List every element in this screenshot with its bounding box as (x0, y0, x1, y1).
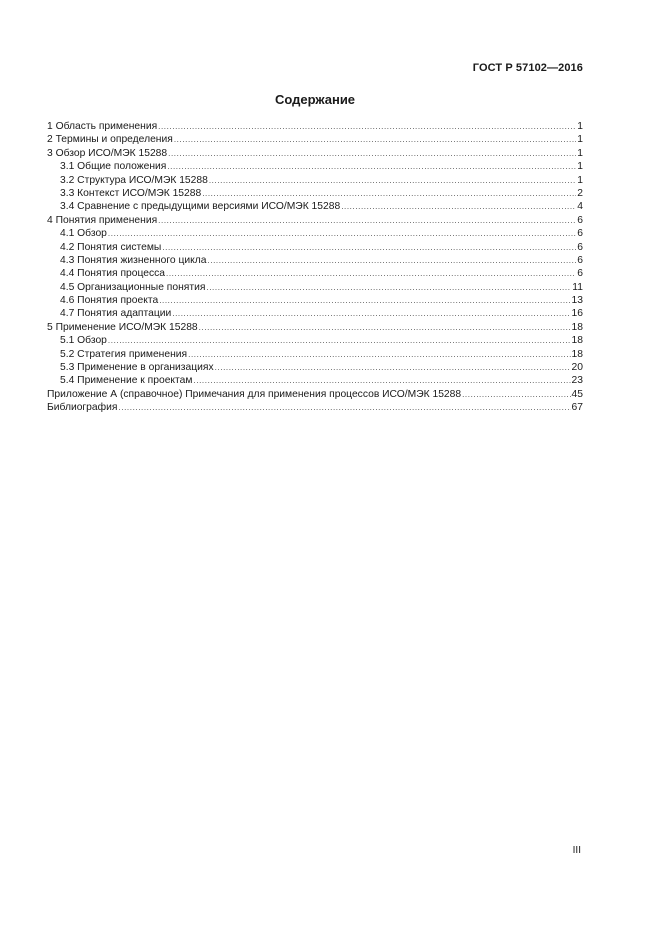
toc-leader-dots (209, 174, 576, 187)
toc-entry-label: 3.2 Структура ИСО/МЭК 15288 (60, 174, 208, 186)
toc-entry-page: 20 (571, 362, 583, 374)
toc-entry[interactable] (47, 307, 583, 320)
toc-leader-dots (168, 147, 576, 160)
toc-entry-label: 5.2 Стратегия применения (60, 348, 188, 360)
toc-entry[interactable] (47, 214, 583, 227)
toc-entry-label: 3.4 Сравнение с предыдущими версиями ИСО/МЭК 15288 (60, 201, 341, 213)
toc-entry-page: 16 (571, 308, 583, 320)
toc-entry-label: 5.3 Применение в организациях (60, 362, 214, 374)
toc-leader-dots (108, 334, 571, 347)
toc-entry-page: 1 (577, 161, 583, 173)
toc-entry-page: 6 (577, 241, 583, 253)
toc-entry[interactable] (47, 147, 583, 160)
toc-entry-label: 2 Термины и определения (47, 134, 173, 146)
toc-entry-label: Библиография (47, 402, 118, 414)
toc-entry-label: 5.4 Применение к проектам (60, 375, 193, 387)
toc-entry[interactable] (47, 254, 583, 267)
toc-entry-label: 4.7 Понятия адаптации (60, 308, 172, 320)
toc-entry-page: 6 (577, 268, 583, 280)
toc-entry[interactable] (47, 133, 583, 146)
toc-entry[interactable] (47, 241, 583, 254)
toc-entry-page: 67 (571, 402, 583, 414)
toc-entry-page: 4 (577, 201, 583, 213)
toc-entry-page: 2 (577, 187, 583, 199)
toc-leader-dots (159, 294, 570, 307)
toc-entry-label: 3 Обзор ИСО/МЭК 15288 (47, 147, 168, 159)
toc-entry[interactable] (47, 374, 583, 387)
toc-leader-dots (193, 374, 570, 387)
toc-entry-label: 4.2 Понятия системы (60, 241, 162, 253)
toc-entry-label: 4.4 Понятия процесса (60, 268, 166, 280)
toc-leader-dots (202, 187, 576, 200)
toc-leader-dots (118, 401, 570, 414)
toc-entry[interactable] (47, 200, 583, 213)
toc-entry-label: 1 Область применения (47, 121, 158, 132)
toc-leader-dots (215, 361, 571, 374)
toc-entry-label: Приложение А (справочное) Примечания для применения процессов ИСО/МЭК 15288 (47, 388, 462, 400)
toc-leader-dots (174, 133, 576, 146)
toc-entry-label: 4.6 Понятия проекта (60, 295, 159, 307)
toc-leader-dots (158, 214, 576, 227)
toc-leader-dots (172, 307, 570, 320)
toc-entry-page: 1 (577, 121, 583, 132)
toc-entry-label: 4.3 Понятия жизненного цикла (60, 254, 207, 266)
toc-entry-label: 4 Понятия применения (47, 214, 158, 226)
toc-leader-dots (167, 160, 576, 173)
toc-leader-dots (158, 120, 576, 133)
toc-entry-page: 1 (577, 174, 583, 186)
toc-entry[interactable] (47, 281, 583, 294)
toc-entry-page: 18 (571, 335, 583, 347)
toc-entry-page: 6 (577, 214, 583, 226)
toc-leader-dots (166, 267, 576, 280)
toc-entry-page: 1 (577, 147, 583, 159)
toc-entry[interactable] (47, 401, 583, 414)
toc-leader-dots (206, 281, 571, 294)
toc-entry[interactable] (47, 227, 583, 240)
toc-entry-page: 23 (571, 375, 583, 387)
toc-entry[interactable] (47, 388, 583, 401)
table-of-contents (47, 120, 583, 415)
toc-entry-page: 1 (577, 134, 583, 146)
toc-entry-page: 18 (571, 348, 583, 360)
toc-entry[interactable] (47, 334, 583, 347)
toc-entry[interactable] (47, 294, 583, 307)
toc-leader-dots (108, 227, 576, 240)
document-code: ГОСТ Р 57102—2016 (472, 62, 583, 74)
toc-entry[interactable] (47, 348, 583, 361)
toc-entry-page: 6 (577, 228, 583, 240)
page-number: III (572, 845, 581, 856)
toc-entry-label: 3.3 Контекст ИСО/МЭК 15288 (60, 187, 202, 199)
toc-leader-dots (188, 348, 570, 361)
toc-entry-label: 3.1 Общие положения (60, 161, 167, 173)
toc-leader-dots (162, 241, 576, 254)
toc-leader-dots (341, 200, 576, 213)
toc-entry-page: 13 (571, 295, 583, 307)
toc-leader-dots (207, 254, 576, 267)
toc-entry-page: 11 (572, 281, 583, 293)
toc-entry-label: 4.1 Обзор (60, 228, 107, 240)
toc-entry[interactable] (47, 120, 583, 133)
toc-entry-page: 45 (571, 388, 583, 400)
toc-entry-page: 18 (571, 321, 583, 333)
toc-entry-page: 6 (577, 254, 583, 266)
toc-entry[interactable] (47, 160, 583, 173)
toc-title: Содержание (274, 92, 356, 107)
toc-entry[interactable] (47, 267, 583, 280)
toc-entry-label: 5.1 Обзор (60, 335, 107, 347)
toc-entry-label: 5 Применение ИСО/МЭК 15288 (47, 321, 198, 333)
toc-leader-dots (199, 321, 571, 334)
toc-entry[interactable] (47, 174, 583, 187)
toc-entry[interactable] (47, 361, 583, 374)
toc-leader-dots (462, 388, 570, 401)
toc-entry[interactable] (47, 187, 583, 200)
toc-entry-label: 4.5 Организационные понятия (60, 281, 206, 293)
toc-entry[interactable] (47, 321, 583, 334)
